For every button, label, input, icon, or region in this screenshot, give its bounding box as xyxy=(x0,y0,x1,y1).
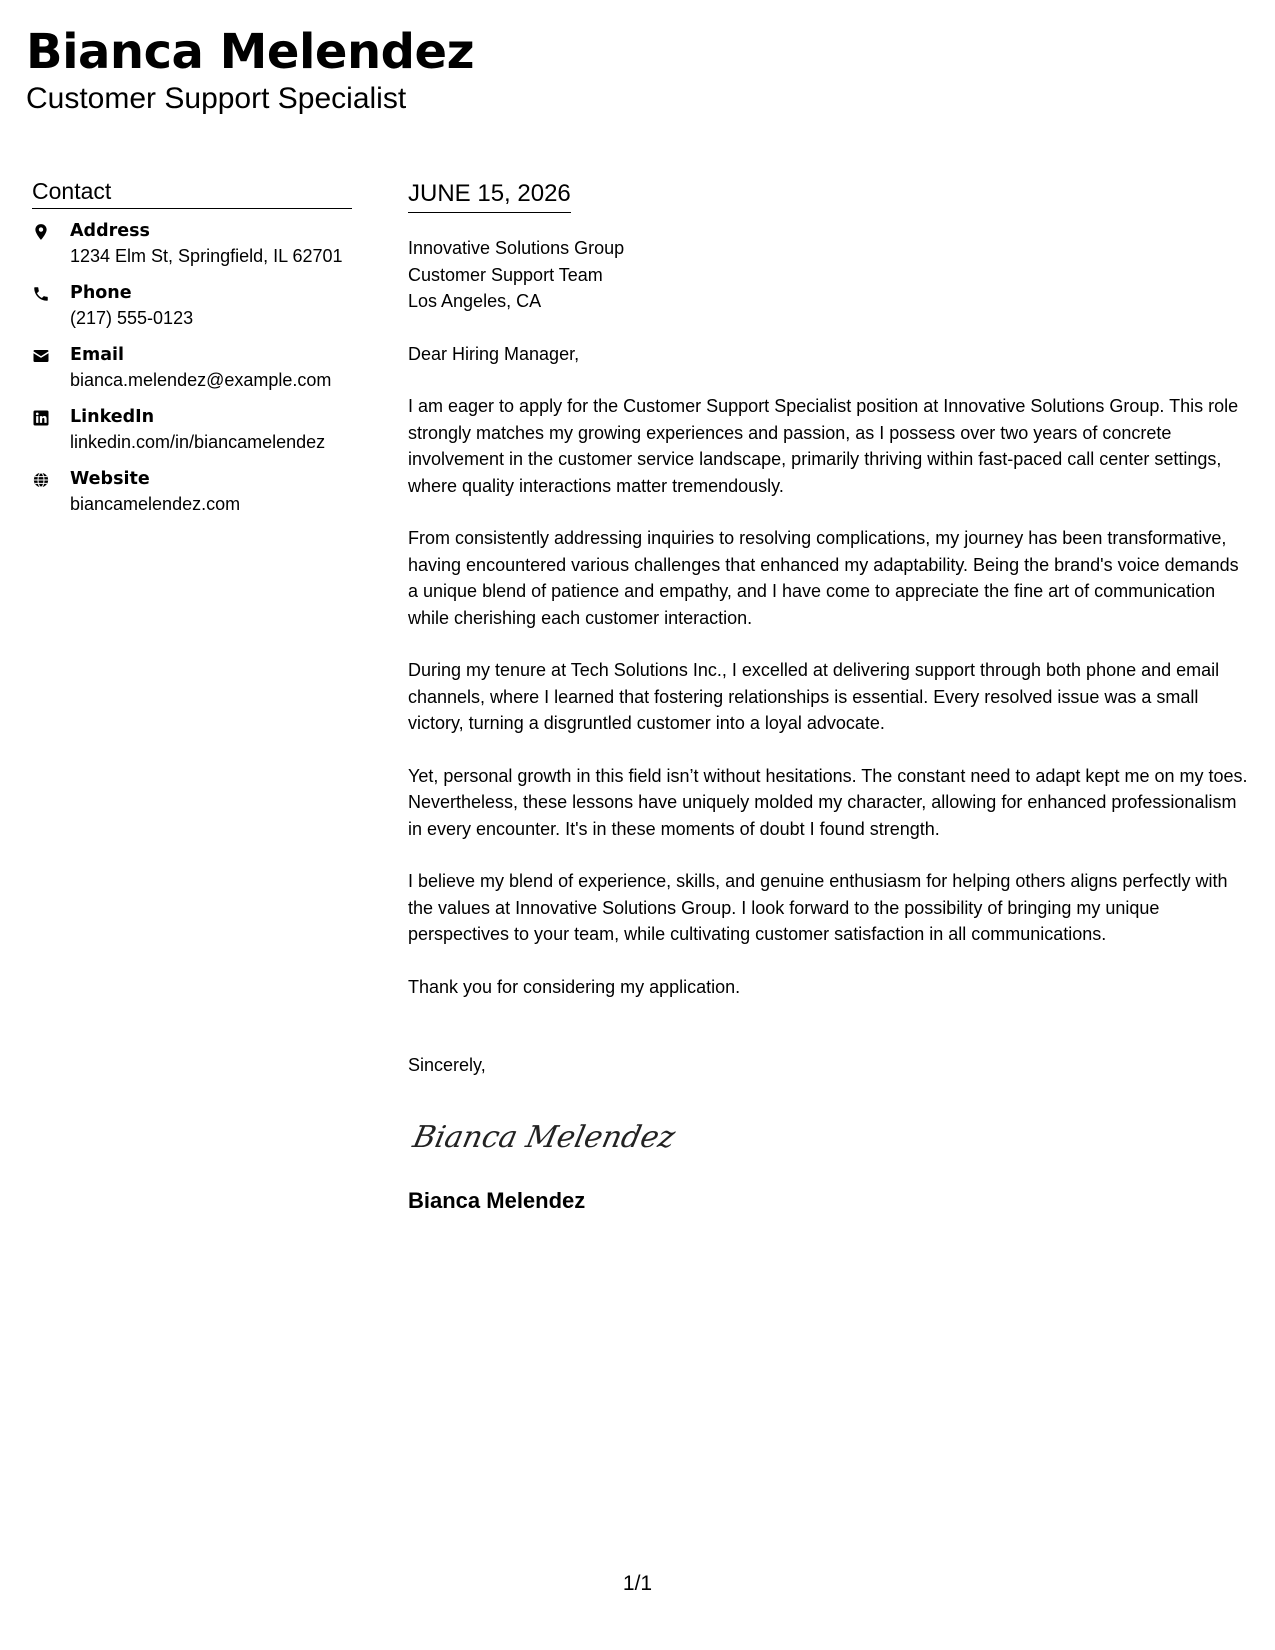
header xyxy=(26,22,474,116)
contact-sidebar xyxy=(32,176,352,529)
contact-value-address: 1234 Elm St, Springfield, IL 62701 xyxy=(70,246,343,266)
contact-label-website: Website xyxy=(70,469,150,489)
closing: Sincerely, xyxy=(408,1055,486,1075)
contact-item-email xyxy=(32,343,352,393)
recipient-location: Los Angeles, CA xyxy=(408,291,542,311)
contact-item-address xyxy=(32,219,352,269)
applicant-name: Bianca Melendez xyxy=(26,24,475,80)
contact-value-website: biancamelendez.com xyxy=(70,494,241,514)
map-pin-icon xyxy=(32,219,70,241)
contact-label-address: Address xyxy=(70,221,150,241)
globe-icon xyxy=(32,467,70,489)
contact-item-phone xyxy=(32,281,352,331)
contact-item-website xyxy=(32,467,352,517)
salutation: Dear Hiring Manager, xyxy=(408,343,580,364)
letter-date: JUNE 15, 2026 xyxy=(408,178,571,213)
contact-label-phone: Phone xyxy=(70,283,132,303)
letter-paragraph: I am eager to apply for the Customer Support Specialist position at Innovative Solutions Group. This role strongly matches my growing experiences and passion, as I possess over two years of concrete involvement in the customer service landscape, primarily thriving within fast-paced call center settings, where quality interactions matter tremendously. xyxy=(408,396,1239,496)
contact-heading: Contact xyxy=(32,176,352,209)
applicant-title: Customer Support Specialist xyxy=(26,82,407,115)
phone-icon xyxy=(32,281,70,303)
recipient-block xyxy=(408,235,1250,315)
letter-body xyxy=(408,178,1250,1216)
signer-name: Bianca Melendez xyxy=(408,1187,586,1213)
linkedin-icon xyxy=(32,405,70,427)
page-number: 1/1 xyxy=(622,1572,653,1595)
letter-paragraph: I believe my blend of experience, skills, and genuine enthusiasm for helping others aligns perfectly with the values at Innovative Solutions Group. I look forward to the possibility of bringing my unique perspectives to your team, while cultivating customer satisfaction in all communications. xyxy=(408,871,1228,944)
envelope-icon xyxy=(32,343,70,365)
contact-item-linkedin xyxy=(32,405,352,455)
recipient-company: Innovative Solutions Group xyxy=(408,238,625,258)
recipient-team: Customer Support Team xyxy=(408,264,603,285)
contact-value-phone: (217) 555-0123 xyxy=(70,308,194,328)
contact-value-email: bianca.melendez@example.com xyxy=(70,370,332,390)
signature-image xyxy=(408,1107,678,1163)
contact-value-linkedin: linkedin.com/in/biancamelendez xyxy=(70,432,326,452)
signature-text: Bianca Melendez xyxy=(409,1119,678,1155)
contact-label-linkedin: LinkedIn xyxy=(70,407,155,427)
letter-paragraph: From consistently addressing inquiries to resolving complications, my journey has been transformative, having encountered various challenges that enhanced my adaptability. Being the brand's voice demands a unique blend of patience and empathy, and I have come to appreciate the fine art of communication while cherishing each customer interaction. xyxy=(408,528,1239,628)
letter-paragraph: Yet, personal growth in this field isn’t without hesitations. The constant need to adapt kept me on my toes. Nevertheless, these lessons have uniquely molded my character, allowing for enhanced professionalism in every encounter. It's in these moments of doubt I found strength. xyxy=(408,765,1248,839)
contact-label-email: Email xyxy=(70,345,124,365)
letter-paragraph: During my tenure at Tech Solutions Inc., I excelled at delivering support through both phone and email channels, where I learned that fostering relationships is essential. Every resolved issue was a small victory, turning a disgruntled customer into a loyal advocate. xyxy=(408,660,1220,733)
thanks-line: Thank you for considering my application. xyxy=(408,976,741,997)
